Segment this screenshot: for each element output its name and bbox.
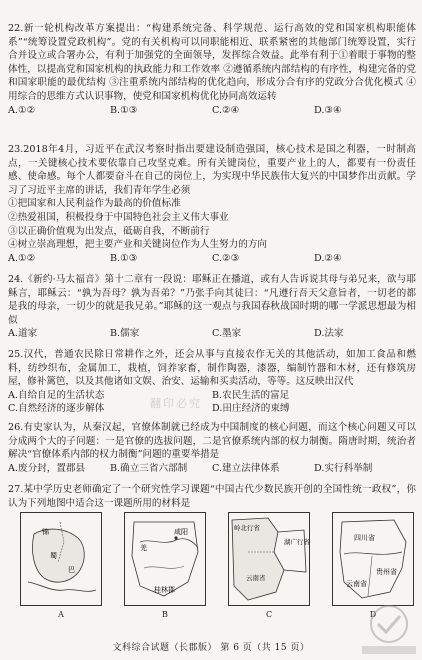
map-b-place-2: 羌 [140,544,147,552]
option-c[interactable]: C.自然经济的逐步解体 [8,403,105,415]
option-c[interactable]: C.墨家 [212,328,242,340]
option-a[interactable]: A.自给自足的生活状态 [8,389,105,401]
question-23-item-2: ②热爱祖国，积极投身于中国特色社会主义伟大事业 [8,211,229,223]
map-b-place-1: 咸阳 [174,528,188,536]
question-25-stem: 25.汉代，普通农民除日常耕作之外，还会从事与直接农作无关的其他活动，如加工食品和燃料，纺纱织布，金属加工，栽植，饲养家畜，制作陶器，漆器，编制竹器和木材，还有修筑房屋，修补篱笆，以及其他诸如文娱、治安、运输和买卖活动，等等。这反映出汉代 [8,349,416,388]
map-b[interactable] [124,512,206,619]
option-b[interactable]: B.农民生活的富足 [212,389,290,401]
map-c-label: C [265,610,273,619]
map-c-place-1: 岭北行省 [234,524,260,532]
map-d-drawing [332,512,414,606]
question-26-stem: 26.有史家认为，从秦汉起，官僚体制就已经成为中国制度的核心问题，而这个核心问题又可以分成两个大的子问题：一是官僚的选拔问题，二是官僚系统内部的权力制衡。隋唐时期，统治者解决“官僚体系内部的权力制衡”问题的重要举措是 [8,422,416,461]
question-27 [8,483,416,510]
question-24 [8,273,416,341]
map-b-drawing [124,512,206,606]
question-22 [8,22,416,117]
question-24-options [8,327,416,341]
map-d-label: D [369,610,377,619]
map-b-place-3: 桂林郡 [154,586,175,594]
map-c-place-2: 湖广行省 [284,538,310,546]
question-23-stem: 23.2018年4月，习近平在武汉考察时指出要建设制造强国，核心技术是国之利器，一时制高点，一关键核心技术要依靠自己攻坚克难。所有关键岗位，重要产业上的人，都要有一份责任感、使命感。每个人都要奋斗在自己的岗位上，为实现中华民族伟大复兴的中国梦作出贡献。学习了习近平主席的讲话，我们青年学生必须 [8,144,416,196]
question-23-item-1: ①把国家和人民利益作为最高的价值标准 [8,198,181,210]
option-b[interactable]: B.①③ [110,104,138,116]
page-footer: 文科综合试题（长郡版） 第 6 页（共 15 页） [112,643,310,653]
option-b[interactable]: B.①③ [110,252,138,264]
question-26-options [8,462,416,476]
option-b[interactable]: B.儒家 [110,328,140,340]
map-a-drawing [20,512,102,606]
question-23 [8,143,416,265]
map-d[interactable] [332,512,414,619]
option-c[interactable]: C.②③ [212,252,240,264]
map-a-place-2: 蜀 [50,552,57,560]
option-d[interactable]: D.③④ [314,104,342,116]
question-23-item-3: ③以正确价值观为出发点，砥砺自我，不断前行 [8,225,210,237]
map-a-place-1: 锦 [42,528,49,536]
option-a[interactable]: A.废分封，置郡县 [8,462,86,474]
option-c[interactable]: C.建立法律体系 [212,462,280,474]
question-26 [8,421,416,475]
option-d[interactable]: D.法家 [314,328,344,340]
watermark: 翻印必究 [150,397,202,410]
map-b-label: B [162,610,168,619]
map-c-drawing [228,512,310,606]
option-b[interactable]: B.确立三省六部制 [110,462,188,474]
option-d[interactable]: D.②④ [314,252,342,264]
question-25 [8,348,416,416]
map-c[interactable] [228,512,310,619]
question-27-stem: 27.某中学历史老师确定了一个研究性学习课题“中国古代少数民族开创的全国性统一政权”，你认为下列地图中适合这一课题所用的材料是 [8,484,416,509]
question-23-options [8,252,416,266]
option-d[interactable]: D.实行科举制 [314,462,373,474]
option-a[interactable]: A.道家 [8,328,38,340]
map-a-label: A [58,610,64,619]
map-d-place-3: 云南省 [346,580,367,588]
map-d-place-2: 贵州省 [376,568,397,576]
question-24-stem: 24.《新约·马太福音》第十二章有一段说：耶稣正在播道，或有人告诉说其母与弟兄来，欲与耶稣言，耶稣云：“孰为吾母？孰为吾弟？”乃张手向其徒曰：“凡遵行吾天父意旨者，一切老的都是我的母亲，一切少的就是我兄弟。”耶稣的这一观点与我国春秋战国时期的哪一学派思想最为相似 [8,274,416,326]
option-c[interactable]: C.②④ [212,104,240,116]
question-22-options [8,104,416,118]
question-23-item-4: ④树立崇高理想，把主要产业和关键岗位作为人生努力的方向 [8,239,268,251]
option-a[interactable]: A.①② [8,104,36,116]
map-a[interactable] [20,512,102,619]
map-a-place-3: 巴 [68,566,75,574]
map-c-place-3: 云南省 [246,574,266,582]
question-25-options [8,389,416,416]
question-22-stem: 22.新一轮机构改革方案提出：“构建系统完备、科学规范、运行高效的党和国家机构职能体系”“统筹设置党政机构”。党的有关机构可以同职能相近、联系紧密的其他部门统筹设置，实行合并设立或合署办公，有利于加强党的全面领导，发挥综合效益。此举有利于①着眼于事物的整体性，以提高党和国家机构的执政能力和工作效率 ②遵循系统内部结构的有序性，构建完备的党和国家职能的最优结构 ③注重系统内部结构的优化趋向，形成分合有序的党政分合优化模式 ④用综合的思维方式认识事物，使党和国家机构优化协同高效运转 [8,23,416,102]
map-d-place-1: 四川省 [354,534,375,542]
option-a[interactable]: A.①② [8,252,36,264]
option-d[interactable]: D.田庄经济的束缚 [212,403,290,415]
